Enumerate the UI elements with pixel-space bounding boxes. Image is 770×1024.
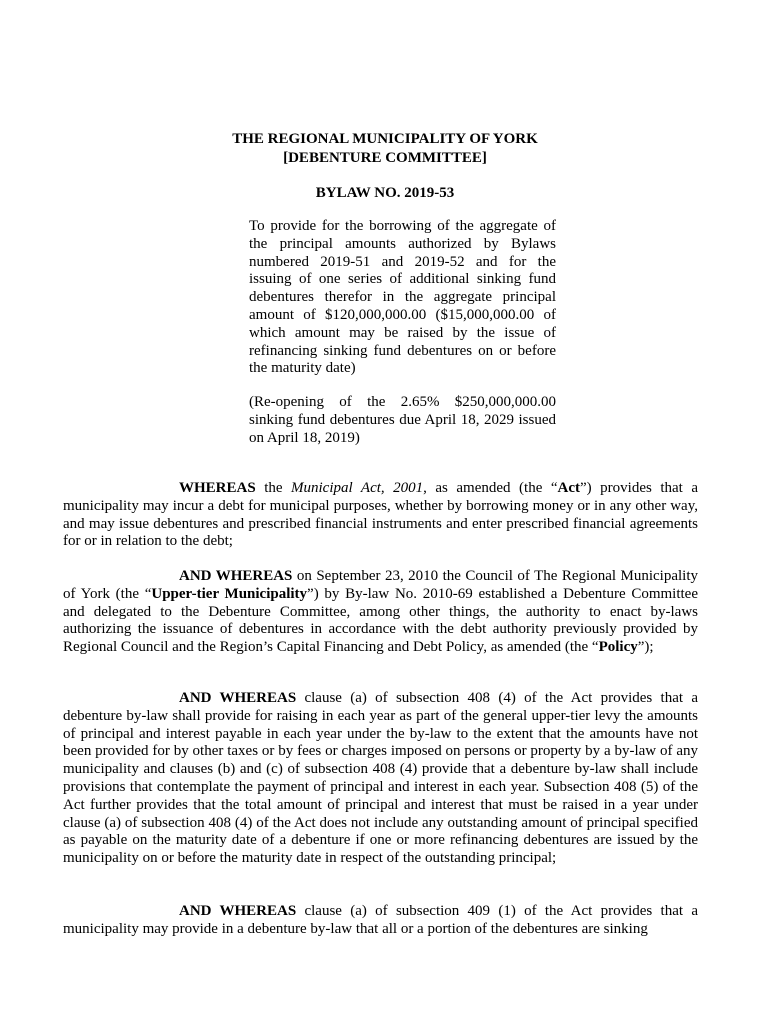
recital-text: , as amended (the “ xyxy=(423,480,558,496)
recital-lead: AND WHEREAS xyxy=(179,903,297,919)
recital-text: ”) by By-law No. 2010-69 established a Debenture Committee and delegated to the Debenture Committee, among other things, the authority to enact by-laws authorizing the issuance of debentures in accordance with the debt authority previously provided by Regional Council and the Region’s Capital Financing and Debt Policy, as amended (the “ xyxy=(63,585,698,656)
recital-text: on September 23, 2010 the Council of The Regional Municipality of York (the “ xyxy=(63,568,698,602)
recital-paragraph-4 xyxy=(63,903,698,939)
defined-term-upper-tier: Upper-tier Municipality xyxy=(151,585,308,602)
recital-text: clause (a) of subsection 408 (4) of the Act provides that a debenture by-law shall provide for raising in each year as part of the general upper-tier levy the amounts of principal and interest payable in each year under the by-law to the extent that the amounts have not been provided for by other taxes or by fees or charges imposed on persons or property by a by-law of any municipality and clauses (b) and (c) of subsection 408 (4) provide that a debenture by-law shall include provisions that contemplate the payment of principal and interest in each year. Subsection 408 (5) of the Act further provides that the total amount of principal and interest that must be raised in a year under clause (a) of subsection 408 (4) of the Act does not include any outstanding amount of principal specified as payable on the maturity date of a debenture if one or more refinancing debentures are issued by the municipality on or before the maturity date in respect of the outstanding principal; xyxy=(63,690,698,867)
recital-paragraph-1 xyxy=(63,480,698,551)
defined-term-policy: Policy xyxy=(598,639,638,656)
document-title-municipality: THE REGIONAL MUNICIPALITY OF YORK xyxy=(232,131,538,147)
recital-lead: AND WHEREAS xyxy=(179,690,297,706)
recital-text: ”); xyxy=(637,639,654,656)
document-title-committee: [DEBENTURE COMMITTEE] xyxy=(283,150,487,166)
defined-term-act: Act xyxy=(557,480,581,496)
recital-paragraph-3 xyxy=(63,690,698,868)
recital-text: ”) provides that a municipality may incur a debt for municipal purposes, whether by borrowing money or in any other way, and may issue debentures and prescribed financial instruments and enter prescribed financial agreements for or in relation to the debt; xyxy=(63,480,698,550)
recital-text: the xyxy=(255,480,292,496)
recital-paragraph-2 xyxy=(63,568,698,657)
bylaw-reopening-note: (Re-opening of the 2.65% $250,000,000.00 sinking fund debentures due April 18, 2029 issued on April 18, 2019) xyxy=(249,394,556,446)
recital-lead: AND WHEREAS xyxy=(179,568,293,584)
recital-text: clause (a) of subsection 409 (1) of the Act provides that a municipality may provide in a debenture by-law that all or a portion of the debentures are sinking xyxy=(63,903,698,937)
bylaw-number: BYLAW NO. 2019-53 xyxy=(315,185,455,201)
act-name: Municipal Act, 2001 xyxy=(291,480,424,496)
recital-lead: WHEREAS xyxy=(179,480,256,496)
bylaw-purpose: To provide for the borrowing of the aggregate of the principal amounts authorized by Bylaws numbered 2019-51 and 2019-52 and for the issuing of one series of additional sinking fund debentures therefor in the aggregate principal amount of $120,000,000.00 ($15,000,000.00 of which amount may be raised by the issue of refinancing sinking fund debentures on or before the maturity date) xyxy=(249,218,556,377)
